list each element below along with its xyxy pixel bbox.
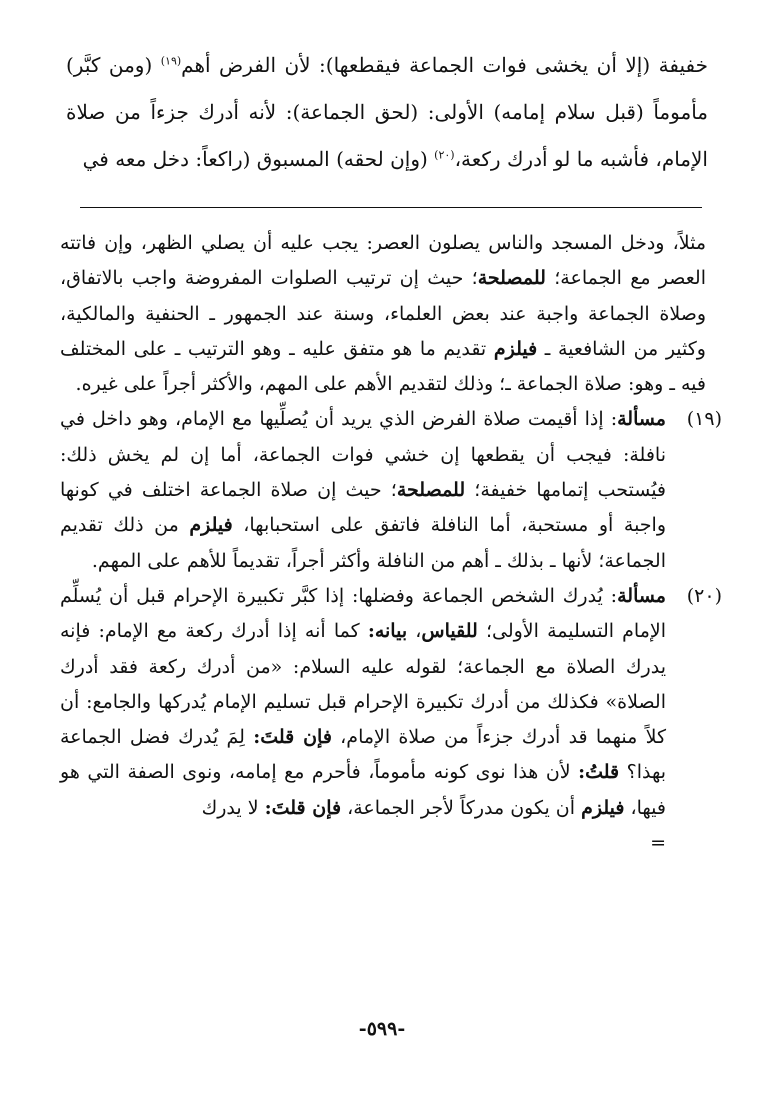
footnote-19 — [60, 402, 722, 578]
footnote-ref-20[interactable]: (٢٠) — [434, 148, 455, 162]
footnote-ref-19[interactable]: (١٩) — [160, 54, 182, 68]
footnote-19-body — [60, 402, 666, 578]
footnote-20-text: كما أنه إذا أدرك ركعة مع الإمام: فإنه يدرك الصلاة مع الجماعة؛ لقوله عليه السلام: «من أدرك ركعة فقد أدرك الصلاة» فكذلك من أدرك تكبيرة الإحرام قبل تسليم الإمام يُدركها والجامع: أن كلاً منهما قد أدرك جزءاً من صلاة الإمام، — [60, 620, 666, 749]
footnote-19-text: : إذا أقيمت صلاة الفرض الذي يريد أن يُصلِّيها مع الإمام، وهو داخل في نافلة: فيجب أن يقطعها إن خشي فوات الجماعة، أما إن لم يخش ذلك: فيُستحب إتمامها خفيفة؛ — [60, 408, 667, 502]
footnote-20-text: أن يكون مدركاً لأجر الجماعة، — [341, 796, 582, 819]
footnote-20-keyword: قلتُ: — [578, 761, 620, 784]
main-text-part-3: (وإن لحقه) المسبوق (راكعاً: دخل معه في — [82, 147, 435, 171]
footnote-20-body — [60, 579, 666, 826]
footnote-20-keyword: للقياس — [421, 620, 478, 643]
footnote-20-keyword: فإن قلتَ: — [264, 796, 342, 819]
footnote-20 — [60, 579, 722, 826]
footnote-intro-keyword: للمصلحة — [477, 267, 546, 290]
footnote-20-text: : يُدرك الشخص الجماعة وفضلها: إذا كبَّر تكبيرة الإحرام قبل أن يُسلِّم الإمام التسليمة الأولى؛ — [60, 584, 667, 643]
footnote-20-text: لا يدرك — [201, 796, 265, 819]
footnote-20-label: مسألة — [617, 584, 666, 607]
footnote-19-label: مسألة — [617, 408, 666, 431]
footnote-20-keyword: فإن قلتَ: — [253, 726, 332, 749]
footnote-intro-text: تقديم ما هو متفق عليه ـ وهو الترتيب ـ على المختلف فيه ـ وهو: صلاة الجماعة ـ؛ وذلك لتقديم الأهم على المهم، والأكثر أجراً على غيره. — [60, 337, 706, 396]
footnote-19-text: ؛ حيث إن صلاة الجماعة اختلف في كونها واجبة أو مستحبة، أما النافلة فاتفق على استحبابها، — [60, 479, 667, 537]
footnote-intro — [60, 226, 722, 402]
footnote-20-keyword: بيانه: — [367, 620, 408, 643]
footnote-20-text: لِمَ يُدرك فضل الجماعة بهذا؟ — [60, 726, 667, 784]
main-text-part-1: خفيفة (إلا أن يخشى فوات الجماعة فيقطعها): لأن الفرض أهم — [181, 53, 708, 77]
page-number: -٥٩٩- — [358, 1018, 406, 1040]
footnote-intro-text: مثلاً، ودخل المسجد والناس يصلون العصر: يجب عليه أن يصلي الظهر، وإن فاتته العصر مع الجماعة؛ — [60, 232, 706, 290]
footnote-separator — [80, 207, 702, 208]
footnote-19-keyword: فيلزم — [189, 514, 233, 537]
footnote-20-text: ، — [407, 620, 422, 643]
footnotes — [0, 226, 764, 861]
continuation-mark: = — [650, 832, 666, 855]
footnote-intro-text: ؛ حيث إن ترتيب الصلوات المفروضة واجب بالاتفاق، وصلاة الجماعة واجبة عند بعض العلماء، وسنة عند الجمهور ـ الحنفية والمالكية، وكثير من الشافعية ـ — [60, 267, 706, 360]
footnote-20-text: لأن هذا نوى كونه مأموماً، فأحرم مع إمامه، ونوى الصفة التي هو فيها، — [60, 761, 666, 819]
main-text — [0, 42, 764, 183]
footnote-20-number: (٢٠) — [686, 584, 722, 607]
footnote-19-number: (١٩) — [686, 408, 722, 431]
main-text-part-2: (ومن كبَّر) مأموماً (قبل سلام إمامه) الأولى: (لحق الجماعة): لأنه أدرك جزءاً من صلاة الإمام، فأشبه ما لو أدرك ركعة، — [66, 53, 708, 171]
footnote-19-keyword: للمصلحة — [396, 479, 466, 502]
footnote-intro-keyword: فيلزم — [493, 337, 538, 360]
footnote-20-keyword: فيلزم — [581, 796, 625, 819]
footnote-19-text: من ذلك تقديم الجماعة؛ لأنها ـ بذلك ـ أهم من النافلة وأكثر أجراً، تقديماً للأهم على المهم. — [60, 514, 666, 572]
